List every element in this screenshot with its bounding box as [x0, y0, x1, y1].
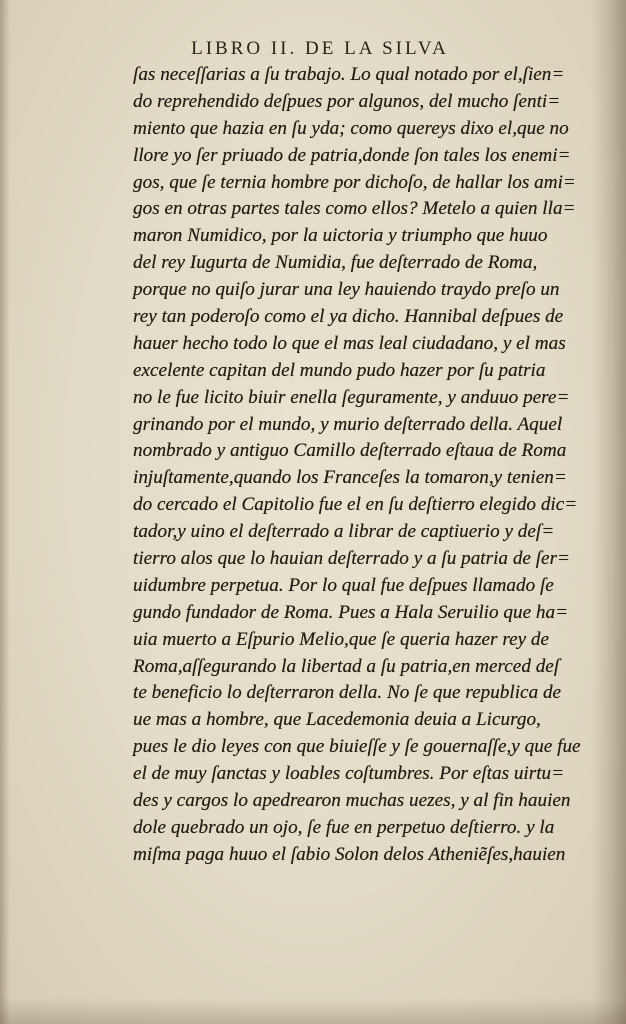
- text-line: grinando por el mundo, y murio deſterrado della. Aquel: [133, 413, 563, 435]
- text-line: porque no quiſo jurar una ley hauiendo traydo preſo un: [133, 279, 560, 301]
- text-line: tierro alos que lo hauian deſterrado y a ſu patria de ſer=: [133, 548, 570, 570]
- text-line: pues le dio leyes con que biuieſſe y ſe gouernaſſe,y que fue: [133, 736, 581, 758]
- text-line: hauer hecho todo lo que el mas leal ciudadano, y el mas: [133, 332, 566, 354]
- text-line: uidumbre perpetua. Por lo qual fue deſpues llamado ſe: [133, 574, 554, 596]
- body-text: [133, 62, 593, 869]
- text-line: gos, que ſe ternia hombre por dichoſo, de hallar los ami=: [133, 171, 576, 193]
- text-line: ſas neceſſarias a ſu trabajo. Lo qual notado por el,ſien=: [133, 64, 565, 85]
- text-line: maron Numidico, por la uictoria y triumpho que huuo: [133, 225, 548, 247]
- text-line: do cercado el Capitolio fue el en ſu deſtierro elegido dic=: [133, 494, 578, 516]
- text-line: Roma,aſſegurando la libertad a ſu patria,en merced deſ: [133, 655, 560, 677]
- text-line: el de muy ſanctas y loables coſtumbres. Por eſtas uirtu=: [133, 763, 565, 785]
- text-line: no le fue licito biuir enella ſeguramente, y anduuo pere=: [133, 386, 570, 408]
- text-line: gos en otras partes tales como ellos? Metelo a quien lla=: [133, 198, 576, 220]
- running-head: LIBRO II. DE LA SILVA: [191, 38, 449, 59]
- text-line: excelente capitan del mundo pudo hazer por ſu patria: [133, 359, 546, 381]
- page-left-edge: [0, 0, 10, 1024]
- text-line: ue mas a hombre, que Lacedemonia deuia a Licurgo,: [133, 709, 541, 731]
- gutter-shadow: [592, 0, 626, 1024]
- page-bottom-edge: [0, 998, 626, 1024]
- text-line: injuſtamente,quando los Franceſes la tomaron,y tenien=: [133, 467, 567, 489]
- text-line: do reprehendido deſpues por algunos, del mucho ſenti=: [133, 90, 561, 112]
- text-line: miento que hazia en ſu yda; como quereys dixo el,que no: [133, 117, 569, 139]
- text-line: del rey Iugurta de Numidia, fue deſterrado de Roma,: [133, 252, 538, 274]
- text-line: nombrado y antiguo Camillo deſterrado eſtaua de Roma: [133, 440, 567, 462]
- text-line: miſma paga huuo el ſabio Solon delos Atheniẽſes,hauien: [133, 843, 566, 865]
- text-line: te beneficio lo deſterraron della. No ſe que republica de: [133, 682, 562, 704]
- text-line: tador,y uino el deſterrado a librar de captiuerio y deſ=: [133, 521, 555, 543]
- text-line: gundo fundador de Roma. Pues a Hala Seruilio que ha=: [133, 601, 569, 623]
- text-line: dole quebrado un ojo, ſe fue en perpetuo deſtierro. y la: [133, 816, 555, 838]
- text-line: llore yo ſer priuado de patria,donde ſon tales los enemi=: [133, 144, 571, 166]
- text-line: uia muerto a Eſpurio Melio,que ſe queria hazer rey de: [133, 628, 550, 650]
- text-line: rey tan poderoſo como el ya dicho. Hannibal deſpues de: [133, 306, 564, 328]
- text-line: des y cargos lo apedrearon muchas uezes, y al fin hauien: [133, 790, 571, 812]
